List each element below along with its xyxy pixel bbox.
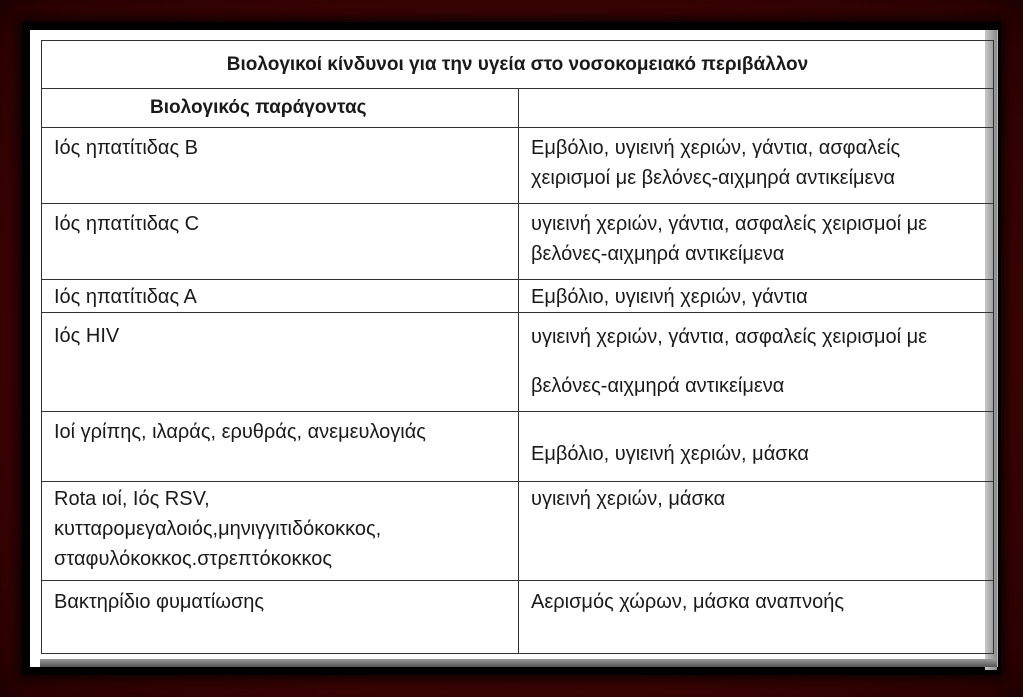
factor-cell (42, 581, 519, 654)
factor-line: σταφυλόκοκκος.στρεπτόκοκκος (54, 548, 332, 570)
factor-line: Ιός HIV (54, 325, 120, 347)
protection-line: υγιεινή χεριών, γάντια, ασφαλείς χειρισμοί με (531, 326, 928, 348)
header-row (42, 89, 994, 128)
header-protection (519, 89, 994, 128)
factor-line: Ιοί γρίπης, ιλαράς, ερυθράς, ανεμευλογιάς (54, 421, 426, 443)
protection-cell (519, 280, 994, 313)
protection-line: χειρισμοί με βελόνες-αιχμηρά αντικείμενα (531, 167, 896, 189)
page-shadow-bottom (40, 659, 997, 667)
table-title: Βιολογικοί κίνδυνοι για την υγεία στο νοσοκομειακό περιβάλλον (42, 41, 994, 89)
factor-line: Ιός ηπατίτιδας Β (54, 137, 198, 159)
table-row (42, 482, 994, 581)
factor-line: Ιός ηπατίτιδας Α (54, 286, 197, 308)
table-row (42, 581, 994, 654)
table-row (42, 128, 994, 204)
protection-cell (519, 204, 994, 280)
protection-line: Εμβόλιο, υγιεινή χεριών, μάσκα (531, 443, 809, 465)
table-row (42, 313, 994, 412)
table-row (42, 280, 994, 313)
protection-line: Εμβόλιο, υγιεινή χεριών, γάντια (531, 286, 808, 308)
header-factor: Βιολογικός παράγοντας (42, 89, 519, 128)
protection-line: βελόνες-αιχμηρά αντικείμενα (531, 243, 785, 265)
factor-cell (42, 412, 519, 482)
factor-line: κυτταρομεγαλοιός,μηνιγγιτιδόκοκκος, (54, 518, 382, 540)
table-row (42, 412, 994, 482)
factor-line: Βακτηρίδιο φυματίωσης (54, 591, 265, 613)
protection-cell (519, 581, 994, 654)
factor-cell (42, 280, 519, 313)
factor-cell (42, 482, 519, 581)
factor-line: Ιός ηπατίτιδας C (54, 213, 200, 235)
protection-cell (519, 313, 994, 412)
factor-cell (42, 204, 519, 280)
factor-cell (42, 313, 519, 412)
protection-line: Αερισμός χώρων, μάσκα αναπνοής (531, 591, 845, 613)
protection-cell (519, 128, 994, 204)
protection-line: υγιεινή χεριών, μάσκα (531, 488, 726, 510)
biological-hazards-table (41, 40, 994, 654)
protection-cell (519, 482, 994, 581)
factor-line: Rota ιοί, Ιός RSV, (54, 488, 210, 510)
factor-cell (42, 128, 519, 204)
table-row (42, 204, 994, 280)
protection-line: Εμβόλιο, υγιεινή χεριών, γάντια, ασφαλείς (531, 137, 901, 159)
protection-line: βελόνες-αιχμηρά αντικείμενα (531, 375, 785, 397)
protection-cell (519, 412, 994, 482)
protection-line: υγιεινή χεριών, γάντια, ασφαλείς χειρισμοί με (531, 213, 928, 235)
title-row (42, 41, 994, 89)
